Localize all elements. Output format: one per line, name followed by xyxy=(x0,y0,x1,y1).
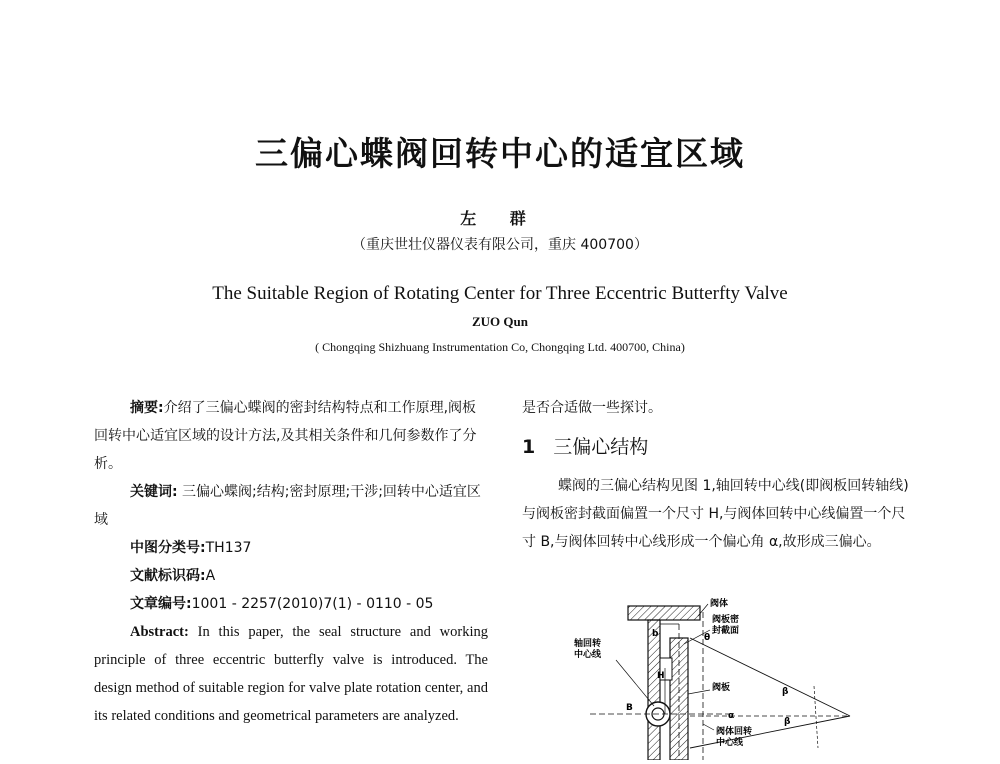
clc-number xyxy=(94,534,488,562)
label-seal-1: 阀板密 xyxy=(712,615,740,625)
author-en: ZUO Qun xyxy=(472,314,528,329)
section-heading xyxy=(522,432,916,462)
keywords-label: 关键词: xyxy=(130,484,178,500)
abstract-en-label: Abstract: xyxy=(130,624,189,640)
body-flange xyxy=(628,606,700,620)
label-body: 阀体 xyxy=(710,599,729,609)
leader-body-axis xyxy=(703,724,714,730)
clc-value: TH137 xyxy=(205,540,252,556)
label-b: b xyxy=(652,629,659,639)
doc-code-label: 文献标识码: xyxy=(130,568,206,584)
paper-title-en: The Suitable Region of Rotating Center for Three Eccentric Butterfty Valve xyxy=(212,283,788,304)
document-code xyxy=(94,562,488,590)
article-no-value: 1001 - 2257(2010)7(1) - 0110 - 05 xyxy=(191,596,434,612)
affiliation-en: ( Chongqing Shizhuang Instrumentation Co, Chongqing Ltd. 400700, China) xyxy=(315,340,685,354)
author-cn: 左 群 xyxy=(460,209,540,228)
abstract-text: 介绍了三偏心蝶阀的密封结构特点和工作原理,阀板回转中心适宜区域的设计方法,及其相关条件和几何参数作了分析。 xyxy=(94,400,477,472)
leader-plate xyxy=(688,690,710,694)
section-paragraph: 蝶阀的三偏心结构见图 1,轴回转中心线(即阀板回转轴线)与阀板密封截面偏置一个尺寸 H,与阀体回转中心线偏置一个尺寸 B,与阀体回转中心线形成一个偏心角 α,故形成三偏心。 xyxy=(522,478,909,550)
label-shaft-axis-1: 轴回转 xyxy=(574,639,602,649)
valve-diagram xyxy=(560,598,860,760)
label-shaft-axis-2: 中心线 xyxy=(574,650,602,660)
cone-section-line xyxy=(814,686,818,748)
label-body-axis-2: 中心线 xyxy=(716,738,744,748)
right-column xyxy=(522,394,916,556)
clc-label: 中图分类号: xyxy=(130,540,206,556)
cone-line-upper xyxy=(690,638,850,716)
cone-line-lower xyxy=(690,716,850,748)
left-column xyxy=(94,394,488,730)
continuation-text: 是否合适做一些探讨。 xyxy=(522,400,662,416)
abstract-en xyxy=(94,618,488,730)
abstract-en-text: In this paper, the seal structure and working principle of three eccentric butterfly valve is introduced. The design method of suitable region for valve plate rotation center, and its related conditions and geometrical parameters are analyzed. xyxy=(94,624,488,724)
keywords xyxy=(94,478,488,534)
label-body-axis-1: 阀体回转 xyxy=(716,727,753,737)
keywords-text: 三偏心蝶阀;结构;密封原理;干涉;回转中心适宜区域 xyxy=(94,484,481,528)
abstract-label: 摘要: xyxy=(130,400,164,416)
label-beta-upper: β xyxy=(782,687,789,697)
affiliation-cn: （重庆世壮仪器仪表有限公司，重庆 400700） xyxy=(352,237,648,253)
article-no-label: 文章编号: xyxy=(130,596,192,612)
figure-1 xyxy=(560,598,860,760)
label-theta: θ xyxy=(704,633,711,643)
label-plate: 阀板 xyxy=(712,683,731,693)
paper-title-cn: 三偏心蝶阀回转中心的适宜区域 xyxy=(255,134,745,173)
label-seal-2: 封截面 xyxy=(712,626,740,636)
section-title: 三偏心结构 xyxy=(553,436,649,458)
label-B: B xyxy=(626,703,633,713)
doc-code-value: A xyxy=(205,568,216,584)
abstract-cn xyxy=(94,394,488,478)
label-alpha: α xyxy=(728,711,735,721)
section-number: 1 xyxy=(522,436,536,458)
article-number xyxy=(94,590,488,618)
body-wall xyxy=(648,620,660,760)
label-H: H xyxy=(657,671,665,681)
label-beta-lower: β xyxy=(784,717,791,727)
